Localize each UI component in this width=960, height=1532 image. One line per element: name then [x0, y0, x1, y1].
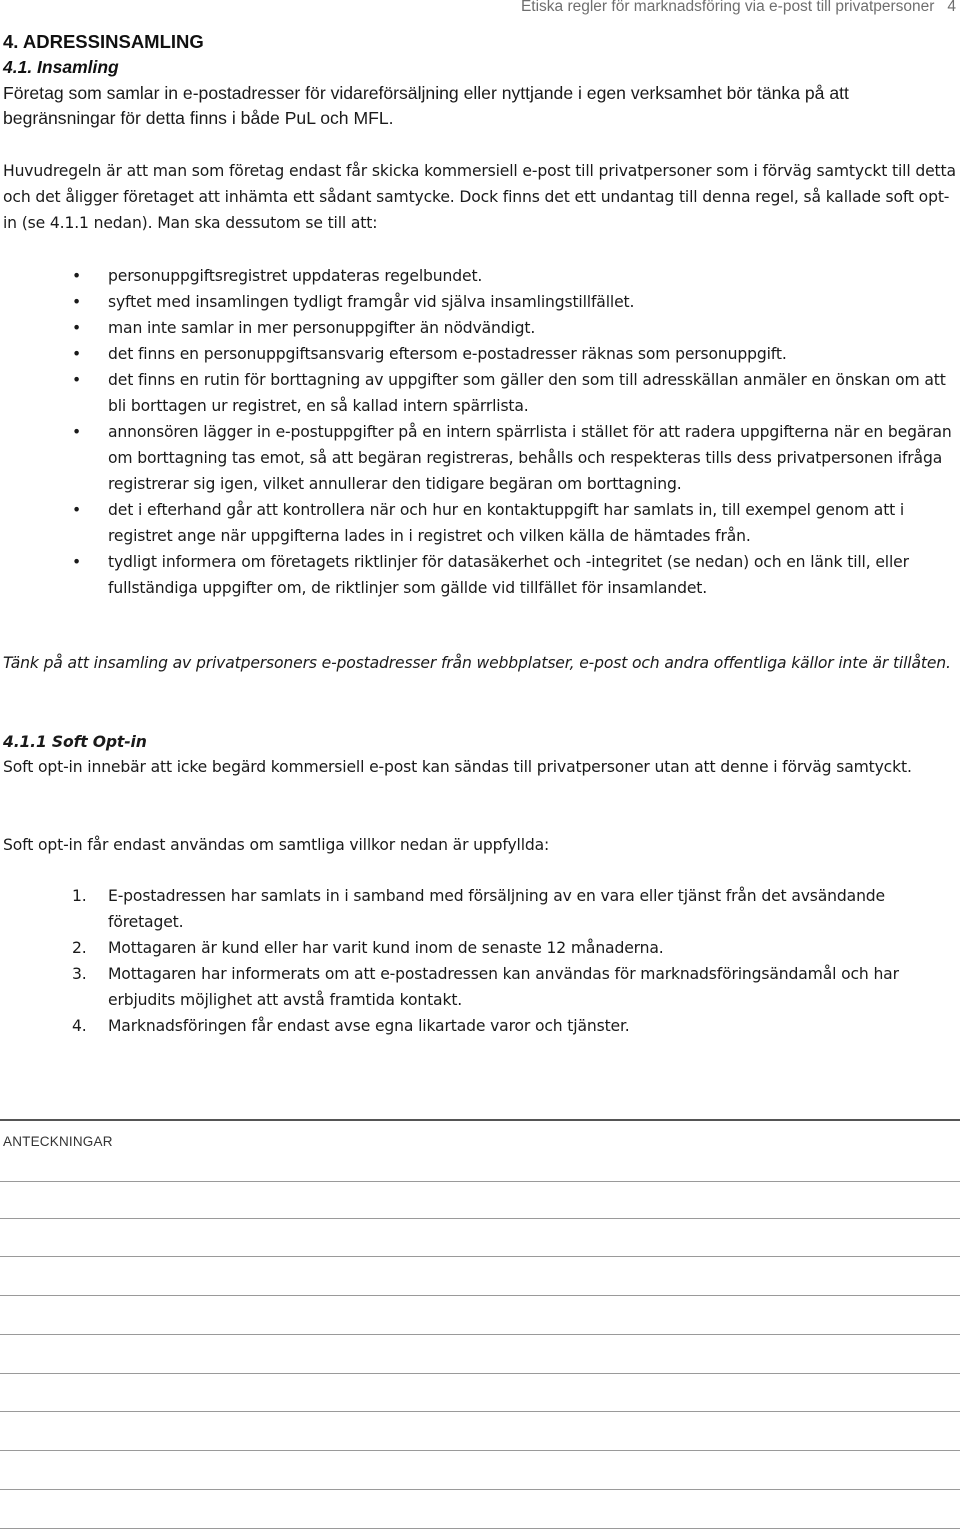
- list-item: [0, 419, 958, 497]
- list-item-text: Mottagaren har informerats om att e-postadressen kan användas för marknadsföringsändamål och har erbjudits möjlighet att avstå framtida kontakt.: [108, 965, 899, 1009]
- section-heading: 4. ADRESSINSAMLING: [3, 31, 204, 52]
- list-item-text: man inte samlar in mer personuppgifter än nödvändigt.: [108, 319, 536, 337]
- list-item-text: personuppgiftsregistret uppdateras regelbundet.: [108, 267, 483, 285]
- notes-line: [0, 1295, 960, 1296]
- notes-line: [0, 1373, 960, 1374]
- list-item-text: Marknadsföringen får endast avse egna likartade varor och tjänster.: [108, 1017, 630, 1035]
- soft-opt-in-heading: 4.1.1 Soft Opt-in: [3, 733, 147, 751]
- running-title: Etiska regler för marknadsföring via e-post till privatpersoner: [520, 0, 935, 15]
- list-item-text: E-postadressen har samlats in i samband med försäljning av en vara eller tjänst från det avsändande företaget.: [108, 887, 885, 931]
- list-item-text: syftet med insamlingen tydligt framgår vid själva insamlingstillfället.: [108, 293, 635, 311]
- list-item: [0, 289, 958, 315]
- bullet-marker: •: [72, 267, 82, 285]
- list-item: [0, 935, 958, 961]
- list-number: 2.: [72, 939, 87, 957]
- notes-line: [0, 1256, 960, 1257]
- list-item: [0, 497, 958, 549]
- list-item-text: det finns en rutin för borttagning av uppgifter som gäller den som till adresskällan anmäler en önskan om att bli borttagen ur registret, en så kallad intern spärrlista.: [108, 371, 946, 415]
- list-item: [0, 341, 958, 367]
- notes-label: ANTECKNINGAR: [3, 1134, 113, 1149]
- conditions-intro: Soft opt-in får endast användas om samtliga villkor nedan är uppfyllda:: [3, 836, 550, 854]
- bullet-marker: •: [72, 345, 82, 363]
- bullet-marker: •: [72, 371, 82, 389]
- list-item: [0, 367, 958, 419]
- list-item-text: Mottagaren är kund eller har varit kund inom de senaste 12 månaderna.: [108, 939, 664, 957]
- notes-line: [0, 1334, 960, 1335]
- conditions-list: [0, 883, 960, 1039]
- collection-note: Tänk på att insamling av privatpersoners e-postadresser från webbplatser, e-post och andra offentliga källor inte är tillåten.: [3, 654, 951, 672]
- list-item-text: det finns en personuppgiftsansvarig eftersom e-postadresser räknas som personuppgift.: [108, 345, 787, 363]
- intro-paragraph: Företag som samlar in e-postadresser för vidareförsäljning eller nyttjande i egen verksamhet bör tänka på att begränsningar för detta finns i både PuL och MFL.: [3, 83, 849, 128]
- notes-line: [0, 1489, 960, 1490]
- running-header: [521, 0, 956, 16]
- bullet-marker: •: [72, 293, 82, 311]
- notes-line: [0, 1411, 960, 1412]
- bullet-marker: •: [72, 319, 82, 337]
- list-item: [0, 315, 958, 341]
- bullet-marker: •: [72, 501, 82, 519]
- list-item-text: annonsören lägger in e-postuppgifter på en intern spärrlista i stället för att radera uppgifterna när en begäran om borttagning tas emot, så att begäran registreras, behålls och respekteras tills dess privatpersonen ifråga registrerar sig igen, vilket annullerar den tidigare begäran om borttagning.: [108, 423, 952, 493]
- bullet-marker: •: [72, 553, 82, 571]
- soft-opt-in-definition: Soft opt-in innebär att icke begärd kommersiell e-post kan sändas till privatpersoner utan att denne i förväg samtyckt.: [3, 758, 912, 776]
- list-item: [0, 883, 958, 935]
- list-item-text: det i efterhand går att kontrollera när och hur en kontaktuppgift har samlats in, till exempel genom att i registret ange när uppgifterna lades in i registret och vilken källa de hämtades från.: [108, 501, 905, 545]
- requirements-list: [0, 263, 960, 601]
- list-item: [0, 961, 958, 1013]
- subsection-heading: 4.1. Insamling: [3, 57, 119, 77]
- list-item: [0, 263, 958, 289]
- bullet-marker: •: [72, 423, 82, 441]
- notes-divider: [0, 1119, 960, 1121]
- page-number: 4: [947, 0, 956, 15]
- list-number: 4.: [72, 1017, 87, 1035]
- list-item: [0, 1013, 958, 1039]
- list-item-text: tydligt informera om företagets riktlinjer för datasäkerhet och -integritet (se nedan) och en länk till, eller fullständiga uppgifter om, de riktlinjer som gällde vid tillfället för insamlandet.: [108, 553, 909, 597]
- notes-line: [0, 1218, 960, 1219]
- notes-line: [0, 1450, 960, 1451]
- main-rule-paragraph: Huvudregeln är att man som företag endast får skicka kommersiell e-post till privatpersoner som i förväg samtyckt till detta och det åligger företaget att inhämta ett sådant samtycke. Dock finns det ett undantag till denna regel, så kallade soft opt-in (se 4.1.1 nedan). Man ska dessutom se till att:: [3, 162, 956, 232]
- list-item: [0, 549, 958, 601]
- notes-line: [0, 1528, 960, 1529]
- notes-line: [0, 1181, 960, 1182]
- list-number: 3.: [72, 965, 87, 983]
- list-number: 1.: [72, 887, 87, 905]
